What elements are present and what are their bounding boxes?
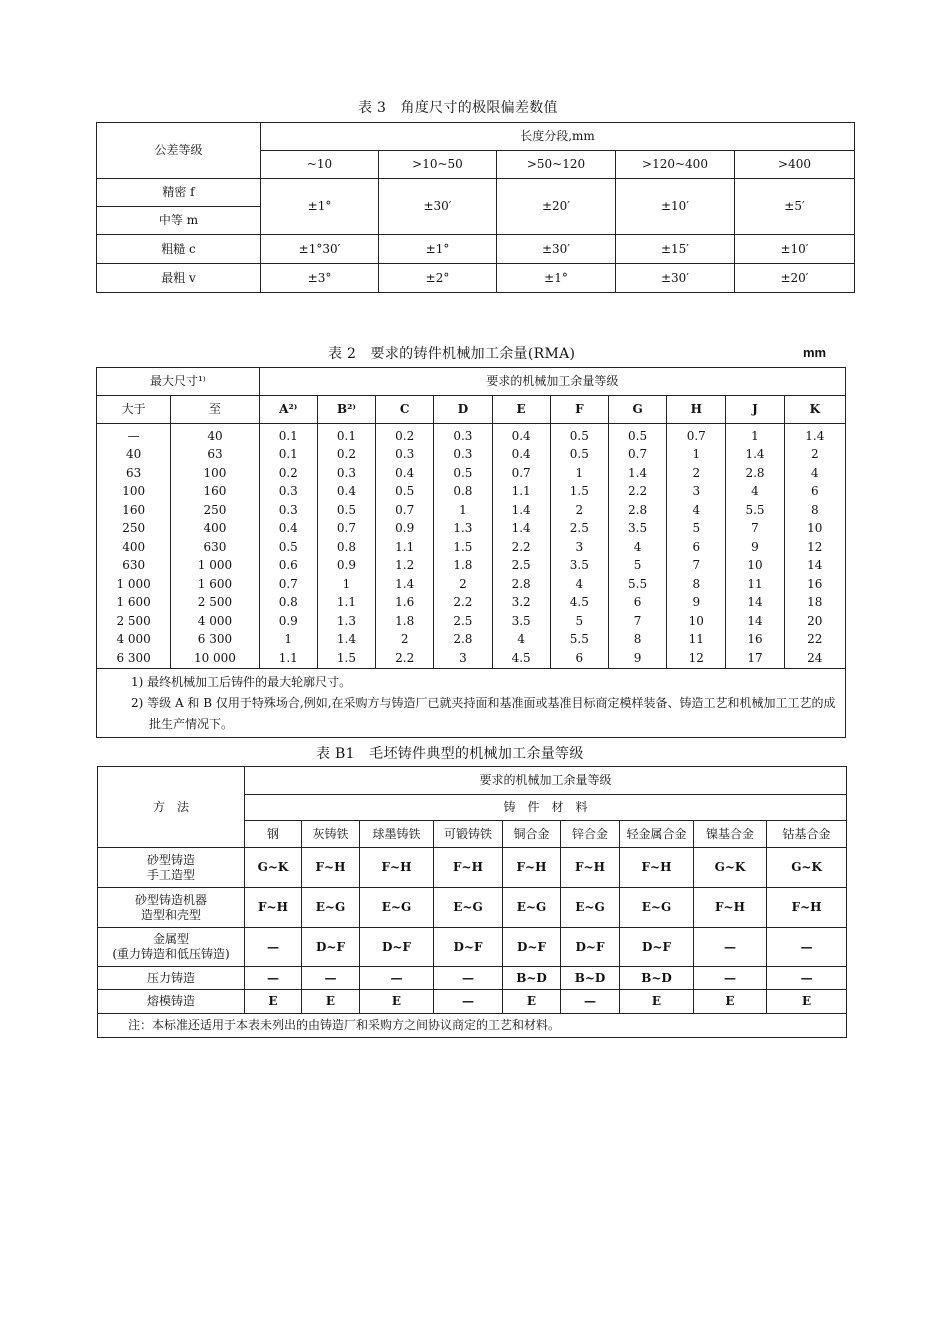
b1-value-cell: F~H bbox=[561, 848, 620, 888]
t2-value-cell: 4 bbox=[667, 501, 726, 520]
b1-value-cell: E~G bbox=[620, 888, 694, 928]
t2-value-cell: 11 bbox=[726, 575, 784, 594]
t2-value-cell: 5 bbox=[667, 520, 726, 539]
t2-value-cell: 1 bbox=[550, 464, 608, 483]
t3-range: >50~120 bbox=[497, 151, 616, 179]
t2-from-cell: 63 bbox=[97, 464, 171, 483]
b1-value-cell: E~G bbox=[561, 888, 620, 928]
t3-grade-header: 公差等级 bbox=[97, 123, 261, 179]
t2-note-1: 1) 最终机械加工后铸件的最大轮廓尺寸。 bbox=[131, 674, 352, 689]
table-row bbox=[98, 888, 847, 928]
b1-value-cell: — bbox=[434, 967, 503, 990]
b1-value-cell: D~F bbox=[620, 928, 694, 967]
t2-value-cell: 1 bbox=[434, 501, 492, 520]
t2-value-cell: 0.5 bbox=[434, 464, 492, 483]
t2-value-cell: 0.5 bbox=[550, 446, 608, 465]
table-row bbox=[97, 538, 846, 557]
t2-from-cell: 100 bbox=[97, 483, 171, 502]
table-row bbox=[97, 446, 846, 465]
b1-value-cell: — bbox=[767, 928, 847, 967]
t2-value-cell: 1.4 bbox=[492, 501, 550, 520]
t2-value-cell: 11 bbox=[667, 631, 726, 650]
t2-value-cell: 0.4 bbox=[376, 464, 434, 483]
t2-value-cell: 0.5 bbox=[608, 424, 666, 446]
t2-from-cell: 40 bbox=[97, 446, 171, 465]
table-row bbox=[97, 501, 846, 520]
b1-value-cell: E~G bbox=[503, 888, 561, 928]
t2-value-cell: 0.3 bbox=[259, 483, 317, 502]
t2-grade-header: K bbox=[784, 396, 845, 424]
t2-value-cell: 10 bbox=[726, 557, 784, 576]
t2-value-cell: 5 bbox=[608, 557, 666, 576]
t2-value-cell: 2.5 bbox=[550, 520, 608, 539]
table-row bbox=[98, 928, 847, 967]
t2-value-cell: 1.8 bbox=[434, 557, 492, 576]
b1-value-cell: F~H bbox=[503, 848, 561, 888]
b1-body bbox=[98, 848, 847, 1014]
t2-from-header: 大于 bbox=[97, 396, 171, 424]
tableB1 bbox=[97, 766, 847, 1038]
t2-value-cell: 4 bbox=[784, 464, 845, 483]
b1-material: 钴基合金 bbox=[767, 821, 847, 848]
b1-material: 镍基合金 bbox=[694, 821, 767, 848]
b1-value-cell: G~K bbox=[245, 848, 302, 888]
t2-value-cell: 2.2 bbox=[608, 483, 666, 502]
t2-value-cell: 2.2 bbox=[376, 649, 434, 668]
t2-value-cell: 2 bbox=[550, 501, 608, 520]
t2-grade-header: C bbox=[376, 396, 434, 424]
t2-value-cell: 2.8 bbox=[434, 631, 492, 650]
t2-value-cell: 0.3 bbox=[317, 464, 375, 483]
b1-value-cell: F~H bbox=[620, 848, 694, 888]
b1-method-cell bbox=[98, 928, 245, 967]
t2-value-cell: 0.7 bbox=[667, 424, 726, 446]
b1-method-cell bbox=[98, 848, 245, 888]
t2-value-cell: 1 bbox=[317, 575, 375, 594]
t2-value-cell: 2.5 bbox=[492, 557, 550, 576]
b1-value-cell: — bbox=[245, 928, 302, 967]
t2-value-cell: 1.6 bbox=[376, 594, 434, 613]
t2-value-cell: 1.3 bbox=[434, 520, 492, 539]
b1-note: 注：本标准还适用于本表未列出的由铸造厂和采购方之间协议商定的工艺和材料。 bbox=[98, 1014, 847, 1038]
t2-to-cell: 2 500 bbox=[171, 594, 259, 613]
t3-value: ±5′ bbox=[735, 179, 855, 235]
table2-caption: 表 2 要求的铸件机械加工余量(RMA) bbox=[328, 346, 576, 362]
b1-value-cell: E~G bbox=[302, 888, 360, 928]
t2-from-cell: 1 000 bbox=[97, 575, 171, 594]
b1-material: 铜合金 bbox=[503, 821, 561, 848]
b1-value-cell: E bbox=[620, 990, 694, 1014]
t3-value: ±10′ bbox=[735, 235, 855, 264]
t2-value-cell: 1.1 bbox=[317, 594, 375, 613]
b1-value-cell: E bbox=[767, 990, 847, 1014]
t3-grade: 粗糙 c bbox=[97, 235, 261, 264]
t2-value-cell: 6 bbox=[784, 483, 845, 502]
table-row bbox=[98, 967, 847, 990]
t3-range: >120~400 bbox=[616, 151, 735, 179]
t3-value: ±3° bbox=[261, 264, 379, 293]
t2-value-cell: 1.4 bbox=[784, 424, 845, 446]
t2-value-cell: 1.2 bbox=[376, 557, 434, 576]
t2-to-cell: 63 bbox=[171, 446, 259, 465]
b1-value-cell: G~K bbox=[694, 848, 767, 888]
t2-value-cell: 0.8 bbox=[434, 483, 492, 502]
t2-value-cell: 0.5 bbox=[259, 538, 317, 557]
t3-value: ±30′ bbox=[497, 235, 616, 264]
t2-value-cell: 2.2 bbox=[492, 538, 550, 557]
t2-grade-header: B²⁾ bbox=[317, 396, 375, 424]
t2-value-cell: 1 bbox=[259, 631, 317, 650]
table2 bbox=[96, 367, 846, 738]
t3-value: ±15′ bbox=[616, 235, 735, 264]
t2-value-cell: 17 bbox=[726, 649, 784, 668]
t3-value: ±1°30′ bbox=[261, 235, 379, 264]
t2-value-cell: 7 bbox=[667, 557, 726, 576]
t2-note-2: 2) 等级 A 和 B 仅用于特殊场合,例如,在采购方与铸造厂已就夹持面和基准面或基准目标商定模样装备、铸造工艺和机械加工工艺的成批生产情况下。 bbox=[131, 695, 836, 731]
t2-grade-header: J bbox=[726, 396, 784, 424]
t2-grade-header: D bbox=[434, 396, 492, 424]
t2-value-cell: 0.9 bbox=[317, 557, 375, 576]
b1-value-cell: — bbox=[360, 967, 434, 990]
t2-value-cell: 1.1 bbox=[376, 538, 434, 557]
t2-value-cell: 6 bbox=[550, 649, 608, 668]
table-row bbox=[97, 483, 846, 502]
t2-value-cell: 1 bbox=[726, 424, 784, 446]
t2-value-cell: 20 bbox=[784, 612, 845, 631]
t2-value-cell: 7 bbox=[726, 520, 784, 539]
t2-value-cell: 1.5 bbox=[550, 483, 608, 502]
t2-value-cell: 16 bbox=[784, 575, 845, 594]
t3-grade: 最粗 v bbox=[97, 264, 261, 293]
table-row bbox=[97, 594, 846, 613]
b1-method-line: 压力铸造 bbox=[146, 970, 195, 985]
b1-material: 灰铸铁 bbox=[302, 821, 360, 848]
t2-value-cell: 3.5 bbox=[492, 612, 550, 631]
t2-value-cell: 0.3 bbox=[376, 446, 434, 465]
t2-from-cell: 1 600 bbox=[97, 594, 171, 613]
t2-value-cell: 22 bbox=[784, 631, 845, 650]
b1-value-cell: E bbox=[360, 990, 434, 1014]
t2-value-cell: 0.9 bbox=[259, 612, 317, 631]
tableB1-caption: 表 B1 毛坯铸件典型的机械加工余量等级 bbox=[316, 746, 584, 762]
t2-value-cell: 1.4 bbox=[608, 464, 666, 483]
t3-range: >10~50 bbox=[379, 151, 497, 179]
t2-to-cell: 630 bbox=[171, 538, 259, 557]
b1-value-cell: — bbox=[434, 990, 503, 1014]
table-row bbox=[97, 575, 846, 594]
t2-value-cell: 2 bbox=[784, 446, 845, 465]
b1-method-line: 手工造型 bbox=[146, 867, 195, 882]
t2-value-cell: 0.4 bbox=[317, 483, 375, 502]
b1-value-cell: D~F bbox=[360, 928, 434, 967]
t2-value-cell: 0.3 bbox=[434, 446, 492, 465]
t2-value-cell: 4 bbox=[726, 483, 784, 502]
b1-material: 可锻铸铁 bbox=[434, 821, 503, 848]
t2-value-cell: 0.3 bbox=[434, 424, 492, 446]
t2-value-cell: 2.8 bbox=[726, 464, 784, 483]
t2-value-cell: 0.9 bbox=[376, 520, 434, 539]
t2-rma-grade-header: 要求的机械加工余量等级 bbox=[259, 368, 845, 396]
t2-value-cell: 8 bbox=[784, 501, 845, 520]
t3-value: ±1° bbox=[379, 235, 497, 264]
t2-max-size-header: 最大尺寸¹⁾ bbox=[97, 368, 260, 396]
t3-value: ±1° bbox=[261, 179, 379, 235]
b1-value-cell: — bbox=[694, 928, 767, 967]
b1-value-cell: E bbox=[503, 990, 561, 1014]
b1-method-cell bbox=[98, 888, 245, 928]
t2-value-cell: 14 bbox=[726, 594, 784, 613]
t2-value-cell: 1.1 bbox=[492, 483, 550, 502]
t2-value-cell: 0.2 bbox=[376, 424, 434, 446]
t2-value-cell: 4.5 bbox=[550, 594, 608, 613]
b1-value-cell: G~K bbox=[767, 848, 847, 888]
table-row bbox=[97, 631, 846, 650]
b1-value-cell: F~H bbox=[302, 848, 360, 888]
t2-value-cell: 5.5 bbox=[550, 631, 608, 650]
b1-method-cell bbox=[98, 967, 245, 990]
table3 bbox=[96, 122, 855, 293]
t2-value-cell: 0.3 bbox=[259, 501, 317, 520]
t3-value: ±10′ bbox=[616, 179, 735, 235]
b1-value-cell: E~G bbox=[434, 888, 503, 928]
t2-value-cell: 0.7 bbox=[492, 464, 550, 483]
table-row bbox=[97, 424, 846, 446]
t3-value: ±1° bbox=[497, 264, 616, 293]
t2-from-cell: 630 bbox=[97, 557, 171, 576]
t2-value-cell: 10 bbox=[667, 612, 726, 631]
t2-value-cell: 9 bbox=[726, 538, 784, 557]
t2-value-cell: 1.1 bbox=[259, 649, 317, 668]
t2-value-cell: 0.1 bbox=[259, 446, 317, 465]
t2-value-cell: 5.5 bbox=[726, 501, 784, 520]
b1-value-cell: E bbox=[302, 990, 360, 1014]
t2-value-cell: 3 bbox=[550, 538, 608, 557]
t2-value-cell: 0.4 bbox=[259, 520, 317, 539]
t2-value-cell: 12 bbox=[667, 649, 726, 668]
t2-value-cell: 4.5 bbox=[492, 649, 550, 668]
t2-value-cell: 0.2 bbox=[317, 446, 375, 465]
t2-to-cell: 400 bbox=[171, 520, 259, 539]
t2-value-cell: 9 bbox=[608, 649, 666, 668]
t2-value-cell: 2.8 bbox=[608, 501, 666, 520]
t2-value-cell: 12 bbox=[784, 538, 845, 557]
t2-value-cell: 0.5 bbox=[550, 424, 608, 446]
t2-value-cell: 0.7 bbox=[376, 501, 434, 520]
t2-value-cell: 0.5 bbox=[317, 501, 375, 520]
t2-value-cell: 2.8 bbox=[492, 575, 550, 594]
table-row bbox=[97, 557, 846, 576]
t2-value-cell: 1.8 bbox=[376, 612, 434, 631]
b1-value-cell: F~H bbox=[360, 848, 434, 888]
t2-to-cell: 1 000 bbox=[171, 557, 259, 576]
t2-value-cell: 5.5 bbox=[608, 575, 666, 594]
b1-value-cell: B~D bbox=[561, 967, 620, 990]
b1-value-cell: F~H bbox=[694, 888, 767, 928]
t3-value: ±20′ bbox=[497, 179, 616, 235]
t2-value-cell: 24 bbox=[784, 649, 845, 668]
t2-value-cell: 8 bbox=[608, 631, 666, 650]
b1-value-cell: F~H bbox=[767, 888, 847, 928]
t2-value-cell: 1.4 bbox=[492, 520, 550, 539]
t2-from-cell: 400 bbox=[97, 538, 171, 557]
table-row bbox=[97, 612, 846, 631]
t3-range: ~10 bbox=[261, 151, 379, 179]
table-row bbox=[98, 848, 847, 888]
b1-value-cell: — bbox=[245, 967, 302, 990]
t2-value-cell: 0.2 bbox=[259, 464, 317, 483]
t2-value-cell: 16 bbox=[726, 631, 784, 650]
t2-value-cell: 3.2 bbox=[492, 594, 550, 613]
b1-value-cell: — bbox=[302, 967, 360, 990]
b1-rma-grade-header: 要求的机械加工余量等级 bbox=[245, 767, 847, 795]
t3-value: ±30′ bbox=[379, 179, 497, 235]
b1-method-cell bbox=[98, 990, 245, 1014]
b1-value-cell: D~F bbox=[302, 928, 360, 967]
t2-value-cell: 5 bbox=[550, 612, 608, 631]
t2-value-cell: 4 bbox=[492, 631, 550, 650]
t3-range: >400 bbox=[735, 151, 855, 179]
t3-grade: 中等 m bbox=[97, 207, 261, 235]
b1-method-line: (重力铸造和低压铸造) bbox=[112, 947, 230, 961]
t2-value-cell: 2.2 bbox=[434, 594, 492, 613]
t3-grade: 精密 f bbox=[97, 179, 261, 207]
t2-value-cell: 0.1 bbox=[317, 424, 375, 446]
t2-notes bbox=[97, 668, 846, 737]
table-row bbox=[97, 520, 846, 539]
t2-value-cell: 6 bbox=[667, 538, 726, 557]
table2-unit: mm bbox=[803, 345, 827, 360]
t2-value-cell: 3.5 bbox=[608, 520, 666, 539]
t3-value: ±30′ bbox=[616, 264, 735, 293]
t2-value-cell: 1.3 bbox=[317, 612, 375, 631]
t2-value-cell: 0.7 bbox=[317, 520, 375, 539]
t2-value-cell: 14 bbox=[726, 612, 784, 631]
t3-length-header: 长度分段,mm bbox=[261, 123, 855, 151]
t2-to-header: 至 bbox=[171, 396, 259, 424]
b1-material: 轻金属合金 bbox=[620, 821, 694, 848]
t2-value-cell: 0.7 bbox=[608, 446, 666, 465]
b1-method-line: 熔模铸造 bbox=[146, 994, 195, 1008]
t2-to-cell: 10 000 bbox=[171, 649, 259, 668]
t2-value-cell: 1.5 bbox=[317, 649, 375, 668]
t2-value-cell: 4 bbox=[608, 538, 666, 557]
t2-to-cell: 4 000 bbox=[171, 612, 259, 631]
t2-value-cell: 0.6 bbox=[259, 557, 317, 576]
t2-value-cell: 7 bbox=[608, 612, 666, 631]
t2-value-cell: 8 bbox=[667, 575, 726, 594]
b1-value-cell: F~H bbox=[245, 888, 302, 928]
t2-value-cell: 0.1 bbox=[259, 424, 317, 446]
t2-value-cell: 6 bbox=[608, 594, 666, 613]
t2-value-cell: 2.5 bbox=[434, 612, 492, 631]
b1-method-header: 方 法 bbox=[98, 767, 245, 848]
t2-value-cell: 1 bbox=[667, 446, 726, 465]
t2-value-cell: 2 bbox=[667, 464, 726, 483]
table3-caption: 表 3 角度尺寸的极限偏差数值 bbox=[358, 100, 558, 116]
t2-value-cell: 3.5 bbox=[550, 557, 608, 576]
b1-value-cell: D~F bbox=[434, 928, 503, 967]
t2-value-cell: 14 bbox=[784, 557, 845, 576]
b1-value-cell: — bbox=[767, 967, 847, 990]
b1-value-cell: E bbox=[245, 990, 302, 1014]
table-row bbox=[98, 990, 847, 1014]
b1-method-line: 砂型铸造机器 bbox=[134, 892, 207, 907]
t2-to-cell: 100 bbox=[171, 464, 259, 483]
t2-to-cell: 40 bbox=[171, 424, 259, 446]
b1-material: 锌合金 bbox=[561, 821, 620, 848]
b1-value-cell: E~G bbox=[360, 888, 434, 928]
b1-material: 球墨铸铁 bbox=[360, 821, 434, 848]
b1-value-cell: B~D bbox=[620, 967, 694, 990]
b1-value-cell: — bbox=[694, 967, 767, 990]
t2-from-cell: 160 bbox=[97, 501, 171, 520]
t2-from-cell: 4 000 bbox=[97, 631, 171, 650]
t2-value-cell: 3 bbox=[434, 649, 492, 668]
b1-value-cell: D~F bbox=[503, 928, 561, 967]
b1-value-cell: — bbox=[561, 990, 620, 1014]
b1-value-cell: F~H bbox=[434, 848, 503, 888]
t2-value-cell: 4 bbox=[550, 575, 608, 594]
t2-to-cell: 6 300 bbox=[171, 631, 259, 650]
t2-grade-header: A²⁾ bbox=[259, 396, 317, 424]
t2-from-cell: 2 500 bbox=[97, 612, 171, 631]
table-row bbox=[97, 649, 846, 668]
t2-value-cell: 0.8 bbox=[317, 538, 375, 557]
b1-value-cell: B~D bbox=[503, 967, 561, 990]
t2-value-cell: 0.8 bbox=[259, 594, 317, 613]
t2-grade-header: H bbox=[667, 396, 726, 424]
t2-from-cell: — bbox=[97, 424, 171, 446]
t2-body bbox=[97, 424, 846, 669]
t2-value-cell: 2 bbox=[434, 575, 492, 594]
b1-material: 钢 bbox=[245, 821, 302, 848]
b1-method-line: 砂型铸造 bbox=[146, 852, 195, 867]
t2-value-cell: 9 bbox=[667, 594, 726, 613]
t2-value-cell: 0.7 bbox=[259, 575, 317, 594]
t2-value-cell: 3 bbox=[667, 483, 726, 502]
t2-to-cell: 250 bbox=[171, 501, 259, 520]
b1-value-cell: E bbox=[694, 990, 767, 1014]
t2-from-cell: 250 bbox=[97, 520, 171, 539]
t2-value-cell: 18 bbox=[784, 594, 845, 613]
t2-grade-header: F bbox=[550, 396, 608, 424]
t2-to-cell: 160 bbox=[171, 483, 259, 502]
t2-value-cell: 1.5 bbox=[434, 538, 492, 557]
t3-value: ±2° bbox=[379, 264, 497, 293]
table-row bbox=[97, 464, 846, 483]
t2-from-cell: 6 300 bbox=[97, 649, 171, 668]
t2-value-cell: 0.5 bbox=[376, 483, 434, 502]
t2-value-cell: 10 bbox=[784, 520, 845, 539]
b1-value-cell: D~F bbox=[561, 928, 620, 967]
t2-value-cell: 1.4 bbox=[726, 446, 784, 465]
t2-value-cell: 1.4 bbox=[317, 631, 375, 650]
t2-value-cell: 1.4 bbox=[376, 575, 434, 594]
t2-value-cell: 2 bbox=[376, 631, 434, 650]
b1-method-line: 金属型 bbox=[152, 932, 189, 946]
b1-method-line: 造型和壳型 bbox=[140, 907, 201, 922]
t2-to-cell: 1 600 bbox=[171, 575, 259, 594]
t2-value-cell: 0.4 bbox=[492, 424, 550, 446]
b1-material-header: 铸 件 材 料 bbox=[245, 795, 847, 821]
t3-value: ±20′ bbox=[735, 264, 855, 293]
t2-value-cell: 0.4 bbox=[492, 446, 550, 465]
t2-grade-header: E bbox=[492, 396, 550, 424]
t2-grade-header: G bbox=[608, 396, 666, 424]
